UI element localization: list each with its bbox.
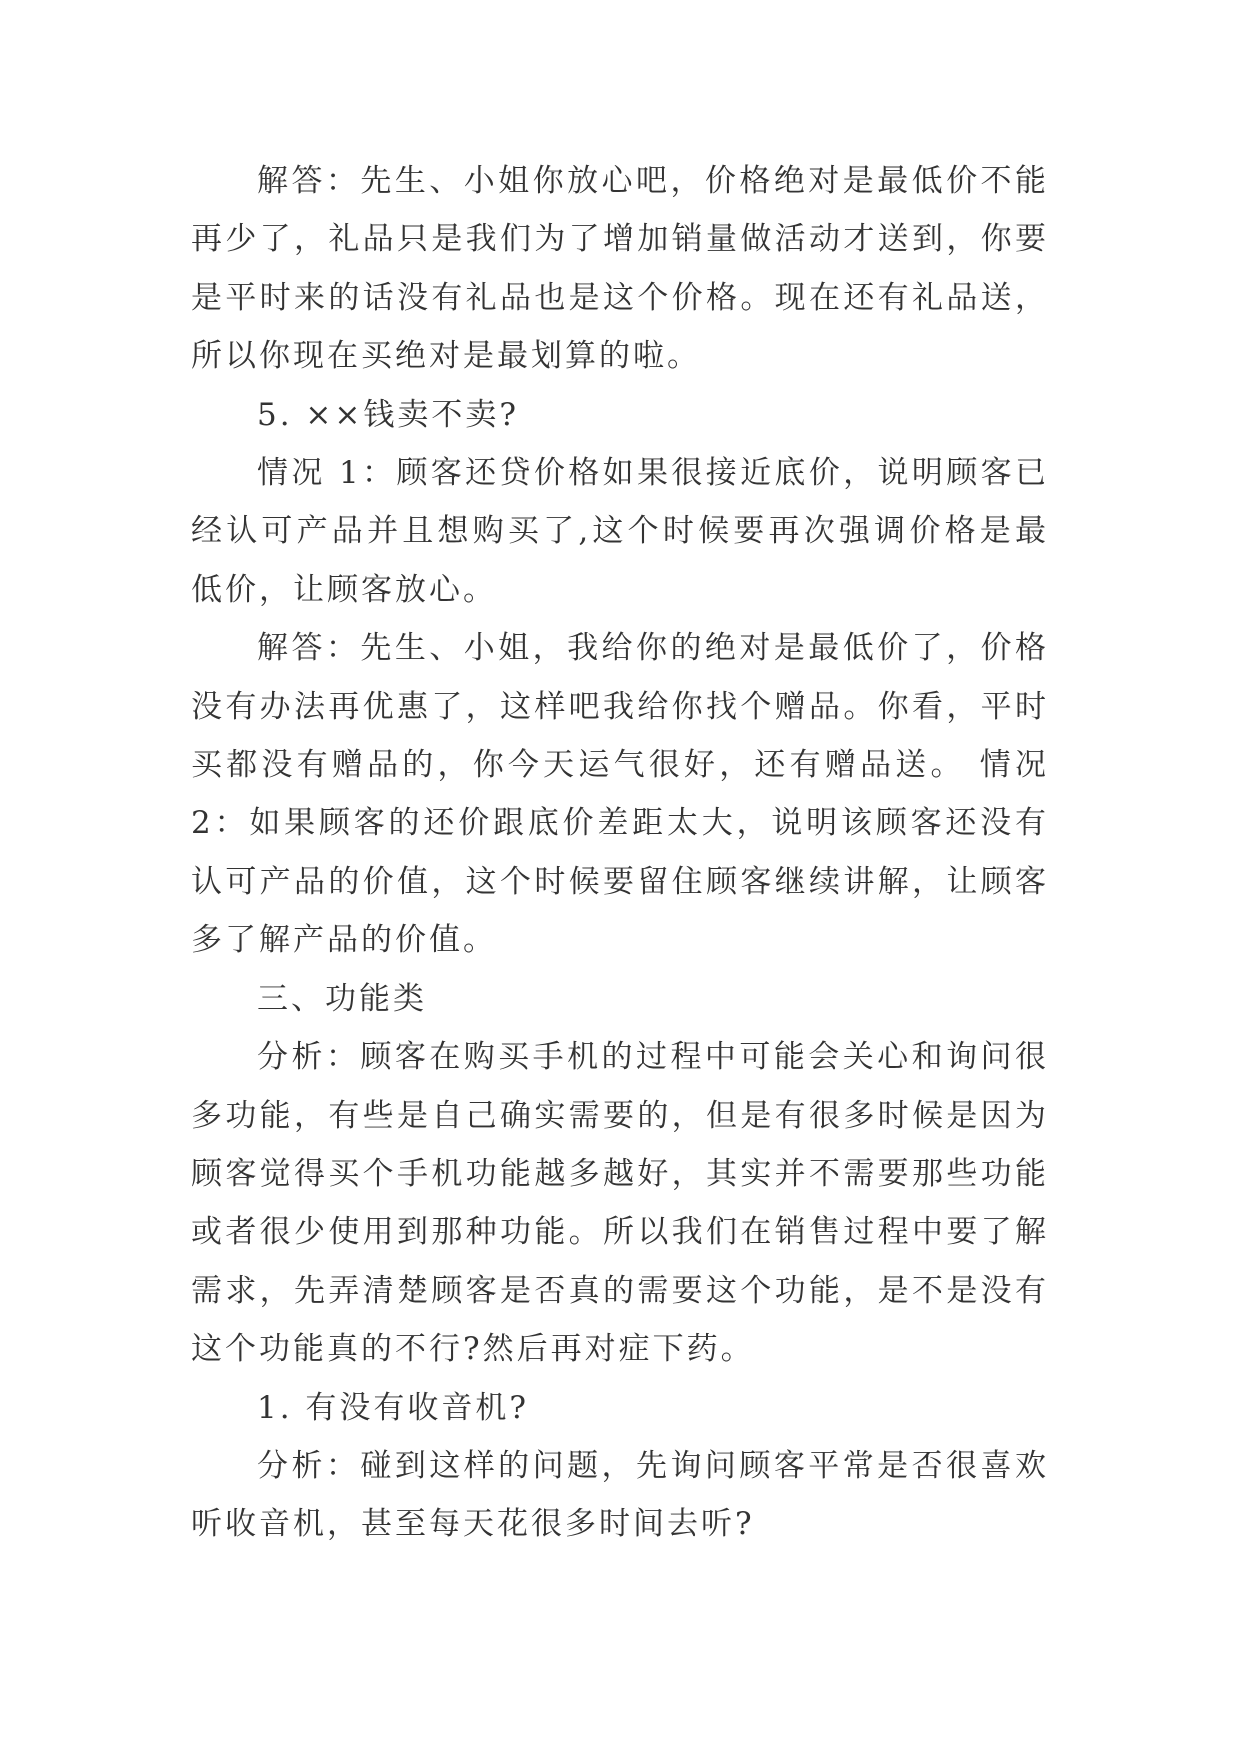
paragraph-analysis-radio: 分析：碰到这样的问题，先询问顾客平常是否很喜欢听收音机，甚至每天花很多时间去听? [191,1447,1049,1543]
paragraph-case-1: 情况 1：顾客还贷价格如果很接近底价，说明顾客已经认可产品并且想购买了,这个时候要再次强调价格是最低价，让顾客放心。 [191,455,1049,608]
paragraph-analysis-functions: 分析：顾客在购买手机的过程中可能会关心和询问很多功能，有些是自己确实需要的，但是有很多时候是因为顾客觉得买个手机功能越多越好，其实并不需要那些功能或者很少使用到那种功能。所以我们在销售过程中要了解需求，先弄清楚顾客是否真的需要这个功能，是不是没有这个功能真的不行?然后再对症下药。 [191,1039,1049,1368]
section-heading-functions: 三、功能类 [257,980,427,1017]
paragraph-answer-lowest-price: 解答：先生、小姐你放心吧，价格绝对是最低价不能再少了，礼品只是我们为了增加销量做活动才送到，你要是平时来的话没有礼品也是这个价格。现在还有礼品送，所以你现在买绝对是最划算的啦。 [191,163,1049,375]
paragraph-answer-gift: 解答：先生、小姐，我给你的绝对是最低价了，价格没有办法再优惠了，这样吧我给你找个赠品。你看，平时买都没有赠品的，你今天运气很好，还有赠品送。 情况 2：如果顾客的还价跟底价差距太大，说明该顾客还没有认可产品的价值，这个时候要留住顾客继续讲解，让顾客多了解产品的价值。 [191,630,1049,959]
heading-question-5: 5. ××钱卖不卖? [257,396,520,433]
heading-question-radio: 1. 有没有收音机? [257,1389,530,1426]
document-body [191,152,1049,1554]
